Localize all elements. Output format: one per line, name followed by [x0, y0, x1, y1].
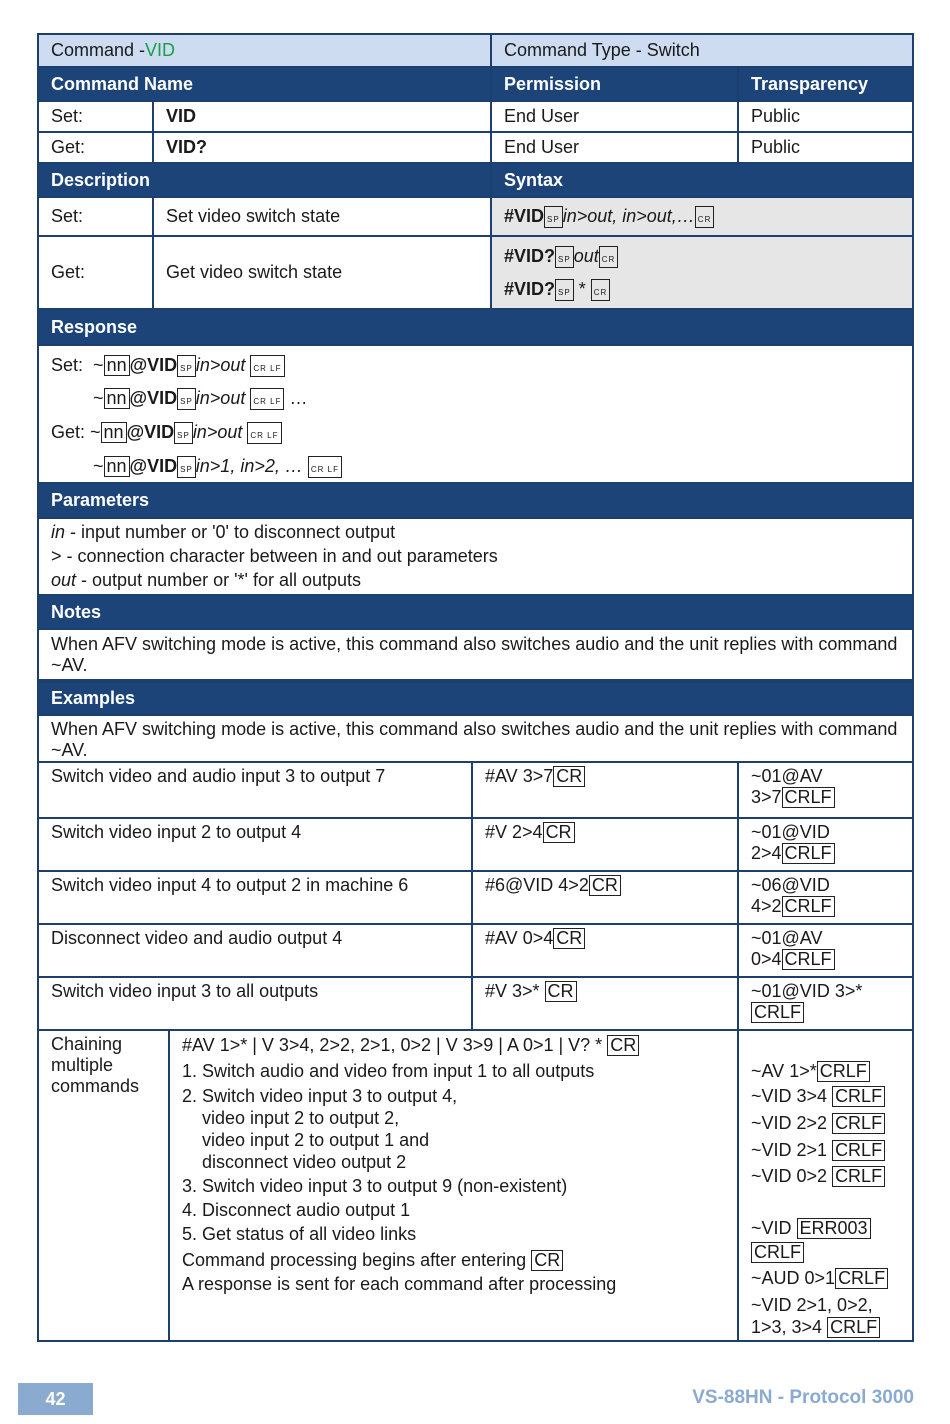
chain-resp: [751, 1140, 885, 1161]
tilde: ~: [93, 456, 104, 476]
crlf-token: CRLF: [751, 1242, 804, 1263]
chain-resp: [751, 1086, 885, 1107]
example-cmd: [471, 872, 738, 923]
chain-step: 4. Disconnect audio output 1: [182, 1200, 411, 1220]
sp-token: SP: [174, 422, 193, 444]
chain-resp: [751, 1242, 804, 1263]
example-resp-line1: ~06@VID: [751, 875, 830, 895]
crlf-token: CRLF: [782, 787, 835, 808]
command-label: Command -: [51, 40, 146, 60]
chain-resp: [751, 1113, 885, 1134]
command-value: VID: [145, 40, 176, 60]
examples-intro: [39, 714, 912, 763]
example-desc: Switch video input 2 to output 4: [51, 822, 302, 842]
chain-resp: [751, 1295, 873, 1316]
chain-resp-text: ~AUD 0>1: [751, 1268, 836, 1288]
chain-step: 3. Switch video input 3 to output 9 (non-existent): [182, 1176, 568, 1196]
chain-step-cont: disconnect video output 2: [202, 1152, 407, 1172]
chain-sent: A response is sent for each command after processing: [182, 1274, 617, 1294]
cr-token: CR: [599, 246, 619, 268]
nn-token: nn: [104, 456, 130, 477]
crlf-token: CR LF: [250, 388, 284, 410]
document-title: VS-88HN - Protocol 3000: [692, 1387, 914, 1408]
crlf-token: CRLF: [782, 896, 835, 917]
cr-token: CR: [543, 822, 575, 843]
sp-token: SP: [177, 388, 196, 410]
parameters-body: [39, 517, 912, 594]
example-cmd-text: #AV 3>7: [485, 766, 554, 786]
syntax-heading: Syntax: [490, 164, 912, 196]
response-args-1: in>out: [195, 355, 246, 375]
permission-set: End User: [490, 102, 738, 131]
example-row: [39, 976, 912, 1029]
sp-token: SP: [177, 355, 196, 377]
chain-label-line: Chaining: [51, 1034, 123, 1054]
examples-intro-text: When AFV switching mode is active, this command also switches audio and the unit replies with command ~AV.: [51, 719, 898, 760]
command-title: [39, 35, 491, 66]
example-resp-line2: 2>4: [751, 843, 782, 863]
tilde: ~: [93, 355, 104, 375]
cr-token: CR: [545, 981, 577, 1002]
example-row: [39, 817, 912, 870]
chain-responses: [737, 1031, 912, 1340]
example-cmd-text: #AV 0>4: [485, 928, 554, 948]
example-cmd: [471, 925, 738, 976]
desc-mode-set: Set:: [51, 206, 84, 226]
at-vid: @VID: [129, 388, 178, 408]
example-row: [39, 870, 912, 923]
command-table: [37, 33, 914, 763]
example-resp-line2: 0>4: [751, 949, 782, 969]
chain-resp: [751, 1061, 870, 1082]
example-row: [39, 763, 912, 817]
command-header-row: [39, 35, 912, 66]
example-resp: [737, 925, 912, 976]
example-resp: [737, 763, 912, 817]
tilde: ~: [90, 422, 101, 442]
cr-token: CR: [553, 928, 585, 949]
mode-set: Set:: [51, 106, 84, 126]
param-gt: [51, 546, 498, 567]
desc-text-get: Get video switch state: [152, 237, 491, 308]
command-type: Command Type - Switch: [490, 35, 912, 66]
sp-token: SP: [177, 456, 196, 478]
crlf-token: CR LF: [247, 422, 281, 444]
response-header: [39, 308, 912, 344]
chain-resp: [751, 1218, 871, 1239]
response-args-3: in>out: [192, 422, 243, 442]
crlf-token: CRLF: [835, 1268, 888, 1289]
nn-token: nn: [104, 355, 130, 376]
syntax-get: [490, 237, 912, 308]
chain-resp: [751, 1166, 885, 1187]
response-body: [39, 344, 912, 482]
crlf-token: CRLF: [782, 843, 835, 864]
cr-token: CR: [589, 875, 621, 896]
error-token: ERR003: [797, 1218, 871, 1239]
example-resp-line1: ~01@AV: [751, 928, 823, 948]
chain-resp-text: ~VID 3>4: [751, 1086, 833, 1106]
crlf-token: CRLF: [827, 1317, 880, 1338]
chain-step: 5. Get status of all video links: [182, 1224, 417, 1244]
permission-get: End User: [490, 133, 738, 162]
col-command-name: Command Name: [51, 73, 194, 94]
chain-details: [168, 1031, 738, 1340]
chain-resp-text: ~VID 0>2: [751, 1166, 833, 1186]
description-row-set: [39, 196, 912, 235]
param-out-key: out: [51, 570, 77, 590]
chain-label: [39, 1031, 169, 1340]
example-resp-line2: 3>7: [751, 787, 782, 807]
command-name-set: VID: [152, 102, 491, 131]
chain-cmd-text: #AV 1>* | V 3>4, 2>2, 2>1, 0>2 | V 3>9 | A 0>1 | V? *: [182, 1035, 608, 1055]
chain-cmd: [182, 1035, 639, 1056]
chain-resp-text: ~VID 2>1, 0>2,: [751, 1295, 873, 1315]
command-row-set: [39, 100, 912, 131]
chain-resp-text: ~VID 2>2: [751, 1113, 833, 1133]
at-vid: @VID: [126, 422, 175, 442]
sp-token: SP: [555, 246, 574, 268]
syntax-set-args: in>out, in>out,…: [562, 206, 695, 226]
chain-step: 1. Switch audio and video from input 1 to all outputs: [182, 1061, 595, 1081]
chain-label-line: commands: [51, 1076, 140, 1096]
crlf-token: CR LF: [308, 456, 342, 478]
chain-resp-text: 1>3, 3>4: [751, 1317, 828, 1337]
tilde: ~: [93, 388, 104, 408]
at-vid: @VID: [129, 355, 178, 375]
example-resp: [737, 872, 912, 923]
syntax-set: [490, 198, 912, 235]
param-in-key: in: [51, 522, 66, 542]
syntax-set-cmd: #VID: [504, 206, 545, 226]
chain-processing: [182, 1250, 563, 1271]
crlf-token: CRLF: [751, 1002, 804, 1023]
example-resp-line1: ~01@AV: [751, 766, 823, 786]
crlf-token: CRLF: [832, 1166, 885, 1187]
chain-step-cont: video input 2 to output 1 and: [202, 1130, 430, 1150]
example-cmd: [471, 763, 738, 817]
param-out: [51, 570, 361, 591]
chain-resp: [751, 1268, 888, 1289]
crlf-token: CRLF: [832, 1140, 885, 1161]
at-vid: @VID: [129, 456, 178, 476]
syntax-get-cmd: #VID?: [504, 246, 556, 266]
example-desc: Switch video and audio input 3 to output 7: [51, 766, 386, 786]
param-out-text: - output number or '*' for all outputs: [76, 570, 362, 590]
chain-step: 2. Switch video input 3 to output 4,: [182, 1086, 458, 1106]
example-cmd: [471, 819, 738, 870]
response-get-label: Get:: [51, 422, 86, 442]
desc-mode-get: Get:: [51, 262, 86, 282]
example-cmd-text: #V 3>*: [485, 981, 545, 1001]
example-cmd: [471, 978, 738, 1029]
example-row: [39, 923, 912, 976]
param-gt-key: >: [51, 546, 62, 566]
desc-syntax-header: [39, 162, 912, 196]
parameters-header: [39, 482, 912, 517]
description-heading: Description: [51, 169, 151, 190]
chain-step-cont: video input 2 to output 2,: [202, 1108, 400, 1128]
parameters-heading: Parameters: [51, 490, 150, 510]
nn-token: nn: [104, 388, 130, 409]
chain-resp: [751, 1317, 880, 1338]
examples-header: [39, 679, 912, 714]
param-gt-text: - connection character between in and out parameters: [61, 546, 498, 566]
response-line-1: [51, 355, 285, 377]
command-name-get: VID?: [152, 133, 491, 162]
syntax-get-star: *: [578, 279, 586, 299]
desc-text-set: Set video switch state: [152, 198, 491, 235]
example-cmd-text: #V 2>4: [485, 822, 543, 842]
description-row-get: [39, 235, 912, 308]
example-desc: Disconnect video and audio output 4: [51, 928, 343, 948]
syntax-get-out: out: [573, 246, 599, 266]
response-args-2: in>out: [195, 388, 246, 408]
crlf-token: CRLF: [832, 1086, 885, 1107]
notes-header: [39, 594, 912, 628]
page-number: 42: [18, 1383, 93, 1415]
nn-token: nn: [101, 422, 127, 443]
example-resp: [737, 978, 912, 1029]
columns-header-row: [39, 66, 912, 100]
syntax-get-line-1: [504, 246, 618, 268]
response-args-4: in>1, in>2, …: [195, 456, 303, 476]
cr-token: CR: [531, 1250, 563, 1271]
col-permission: Permission: [490, 68, 738, 100]
chaining-row: [39, 1029, 912, 1340]
sp-token: SP: [544, 206, 563, 228]
example-resp-line1: ~01@VID 3>*: [751, 981, 863, 1001]
chain-resp-text: ~VID 2>1: [751, 1140, 833, 1160]
cr-token: CR: [695, 206, 715, 228]
response-line-4: [93, 456, 342, 478]
param-in: [51, 522, 395, 543]
response-line-2: [93, 388, 307, 410]
syntax-get-line-2: [504, 279, 610, 301]
cr-token: CR: [553, 766, 585, 787]
examples-heading: Examples: [51, 688, 136, 708]
transparency-get: Public: [737, 133, 912, 162]
ellipsis: …: [289, 388, 308, 408]
col-transparency: Transparency: [737, 68, 912, 100]
example-resp: [737, 819, 912, 870]
crlf-token: CRLF: [817, 1061, 870, 1082]
chain-resp-text: ~VID: [751, 1218, 797, 1238]
crlf-token: CRLF: [782, 949, 835, 970]
chain-label-line: multiple: [51, 1055, 114, 1075]
example-resp-line1: ~01@VID: [751, 822, 830, 842]
example-desc: Switch video input 4 to output 2 in machine 6: [51, 875, 409, 895]
param-in-text: - input number or '0' to disconnect output: [65, 522, 396, 542]
syntax-get-cmd: #VID?: [504, 279, 556, 299]
notes-heading: Notes: [51, 601, 102, 622]
sp-token: SP: [555, 279, 574, 301]
cr-token: CR: [607, 1035, 639, 1056]
chain-processing-text: Command processing begins after entering: [182, 1250, 532, 1270]
command-row-get: [39, 131, 912, 162]
response-heading: Response: [51, 316, 138, 337]
mode-get: Get:: [51, 137, 86, 157]
response-set-label: Set:: [51, 355, 84, 375]
crlf-token: CR LF: [250, 355, 284, 377]
chain-resp-text: ~AV 1>*: [751, 1061, 817, 1081]
response-line-3: [51, 422, 282, 444]
notes-body: [39, 628, 912, 679]
example-cmd-text: #6@VID 4>2: [485, 875, 589, 895]
notes-text: When AFV switching mode is active, this command also switches audio and the unit replies with command ~AV.: [51, 634, 898, 675]
example-desc: Switch video input 3 to all outputs: [51, 981, 319, 1001]
crlf-token: CRLF: [832, 1113, 885, 1134]
cr-token: CR: [591, 279, 611, 301]
examples-table: [37, 761, 914, 1342]
example-resp-line2: 4>2: [751, 896, 782, 916]
transparency-set: Public: [737, 102, 912, 131]
